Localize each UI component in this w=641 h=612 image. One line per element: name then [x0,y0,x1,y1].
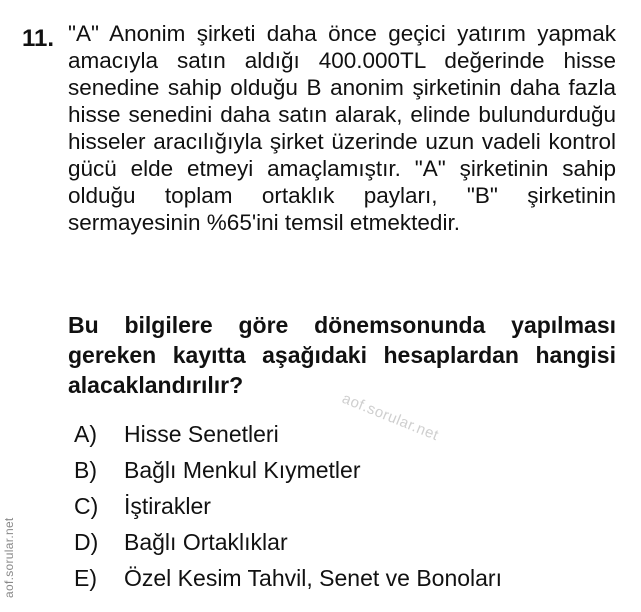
option-b[interactable] [74,452,502,488]
question-stem: "A" Anonim şirketi daha önce geçici yatırım yapmak amacıyla satın aldığı 400.000TL değerinde hisse senedine sahip olduğu B anonim şirketinin daha fazla hisse senedini daha satın alarak, elinde bulundurduğu hisseler aracılığıyla şirket üzerinde uzun vadeli kontrol gücü elde etmeyi amaçlamıştır. "A" şirketinin sahip olduğu toplam ortaklık payları, "B" şirketinin sermayesinin %65'ini temsil etmektedir. [68,21,616,235]
option-text: Bağlı Menkul Kıymetler [124,457,361,483]
option-text: Özel Kesim Tahvil, Senet ve Bonoları [124,565,502,591]
watermark-side: aof.sorular.net [2,517,16,598]
option-d[interactable] [74,524,502,560]
answer-options [74,416,502,596]
question-prompt: Bu bilgilere göre dönemsonunda yapılması gereken kayıtta aşağıdaki hesaplardan hangisi alacaklandırılır? [68,312,616,398]
question-number: 11. [22,25,55,52]
option-letter: D) [74,529,99,555]
option-text: Hisse Senetleri [124,421,279,447]
option-letter: C) [74,493,99,519]
option-c[interactable] [74,488,502,524]
watermark-diagonal: aof.sorular.net [339,390,442,445]
option-letter: B) [74,457,97,483]
option-letter: E) [74,565,97,591]
option-e[interactable] [74,560,502,596]
option-text: Bağlı Ortaklıklar [124,529,288,555]
option-letter: A) [74,421,97,447]
option-text: İştirakler [124,493,211,519]
